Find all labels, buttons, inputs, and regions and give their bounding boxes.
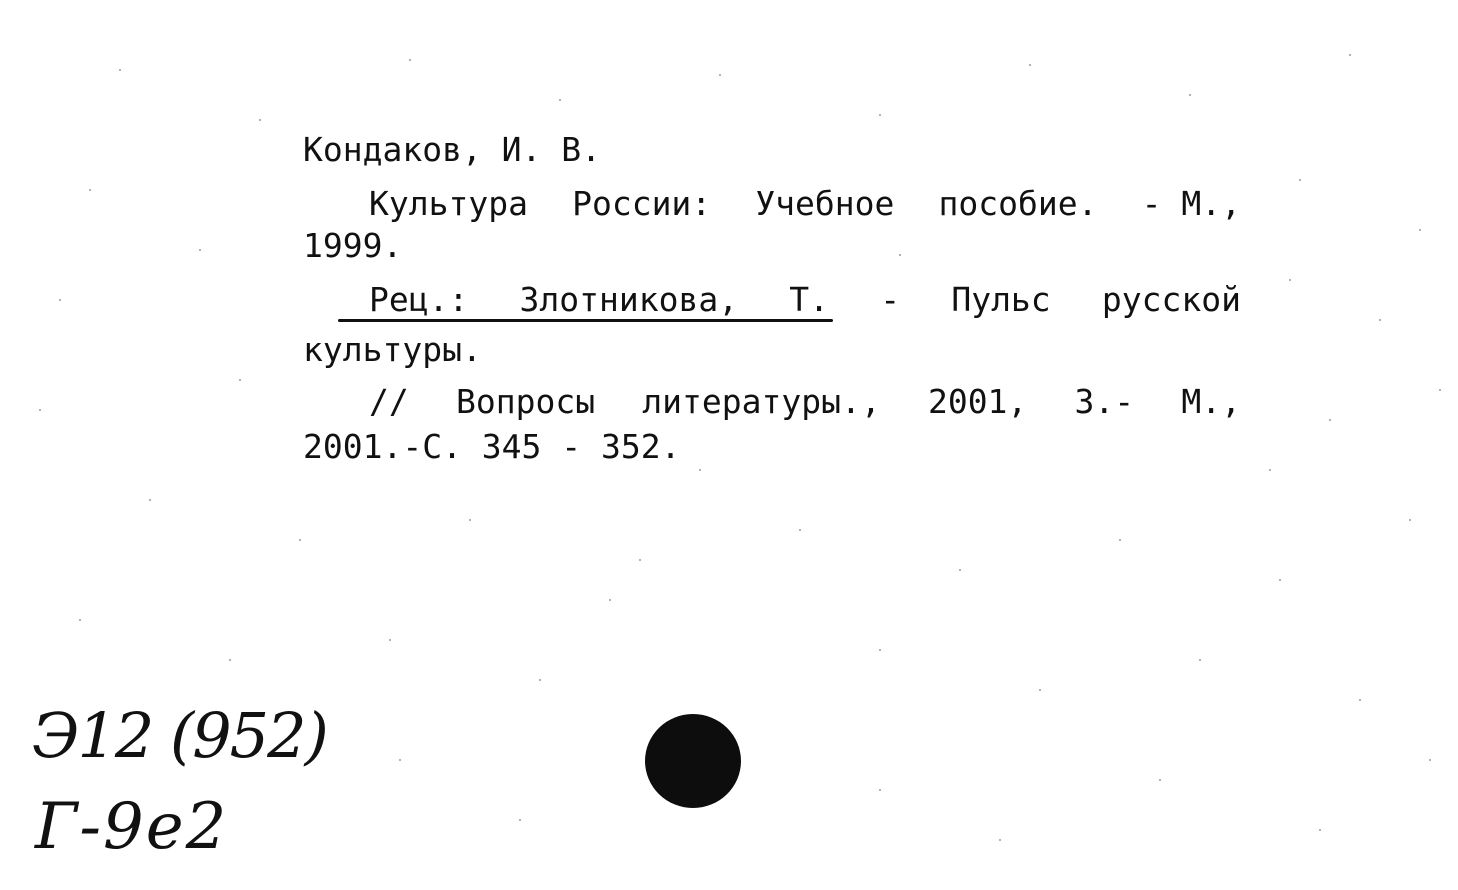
review-word: -	[880, 280, 901, 319]
title-word: пособие.	[938, 184, 1098, 223]
review-word: Рец.:	[369, 280, 469, 319]
author-line: Кондаков, И. В.	[303, 130, 602, 169]
title-word: России:	[572, 184, 712, 223]
shelfmark-line-1: Э12 (952)	[32, 699, 327, 772]
review-word: русской	[1101, 280, 1241, 319]
journal-line-2: 2001.-С. 345 - 352.	[303, 427, 681, 466]
review-word: Пульс	[951, 280, 1051, 319]
journal-word: Вопросы	[455, 382, 596, 421]
journal-word: 2001,	[927, 382, 1028, 421]
title-line-1	[369, 184, 1241, 223]
journal-word: литературы.,	[642, 382, 881, 421]
punch-hole	[645, 714, 741, 808]
journal-word: М.,	[1181, 382, 1241, 421]
journal-word: //	[369, 382, 409, 421]
title-word: - М.,	[1141, 184, 1241, 223]
title-line-2: 1999.	[303, 226, 403, 265]
journal-word: 3.-	[1074, 382, 1135, 421]
journal-line-1	[369, 382, 1241, 421]
review-line-1	[369, 280, 1241, 319]
review-word: Злотникова,	[519, 280, 739, 319]
title-word: Культура	[369, 184, 528, 223]
review-line-2: культуры.	[303, 330, 482, 369]
review-underline	[338, 319, 833, 322]
review-word: Т.	[789, 280, 830, 319]
title-word: Учебное	[755, 184, 895, 223]
shelfmark-line-2: Г-9е2	[35, 790, 229, 864]
